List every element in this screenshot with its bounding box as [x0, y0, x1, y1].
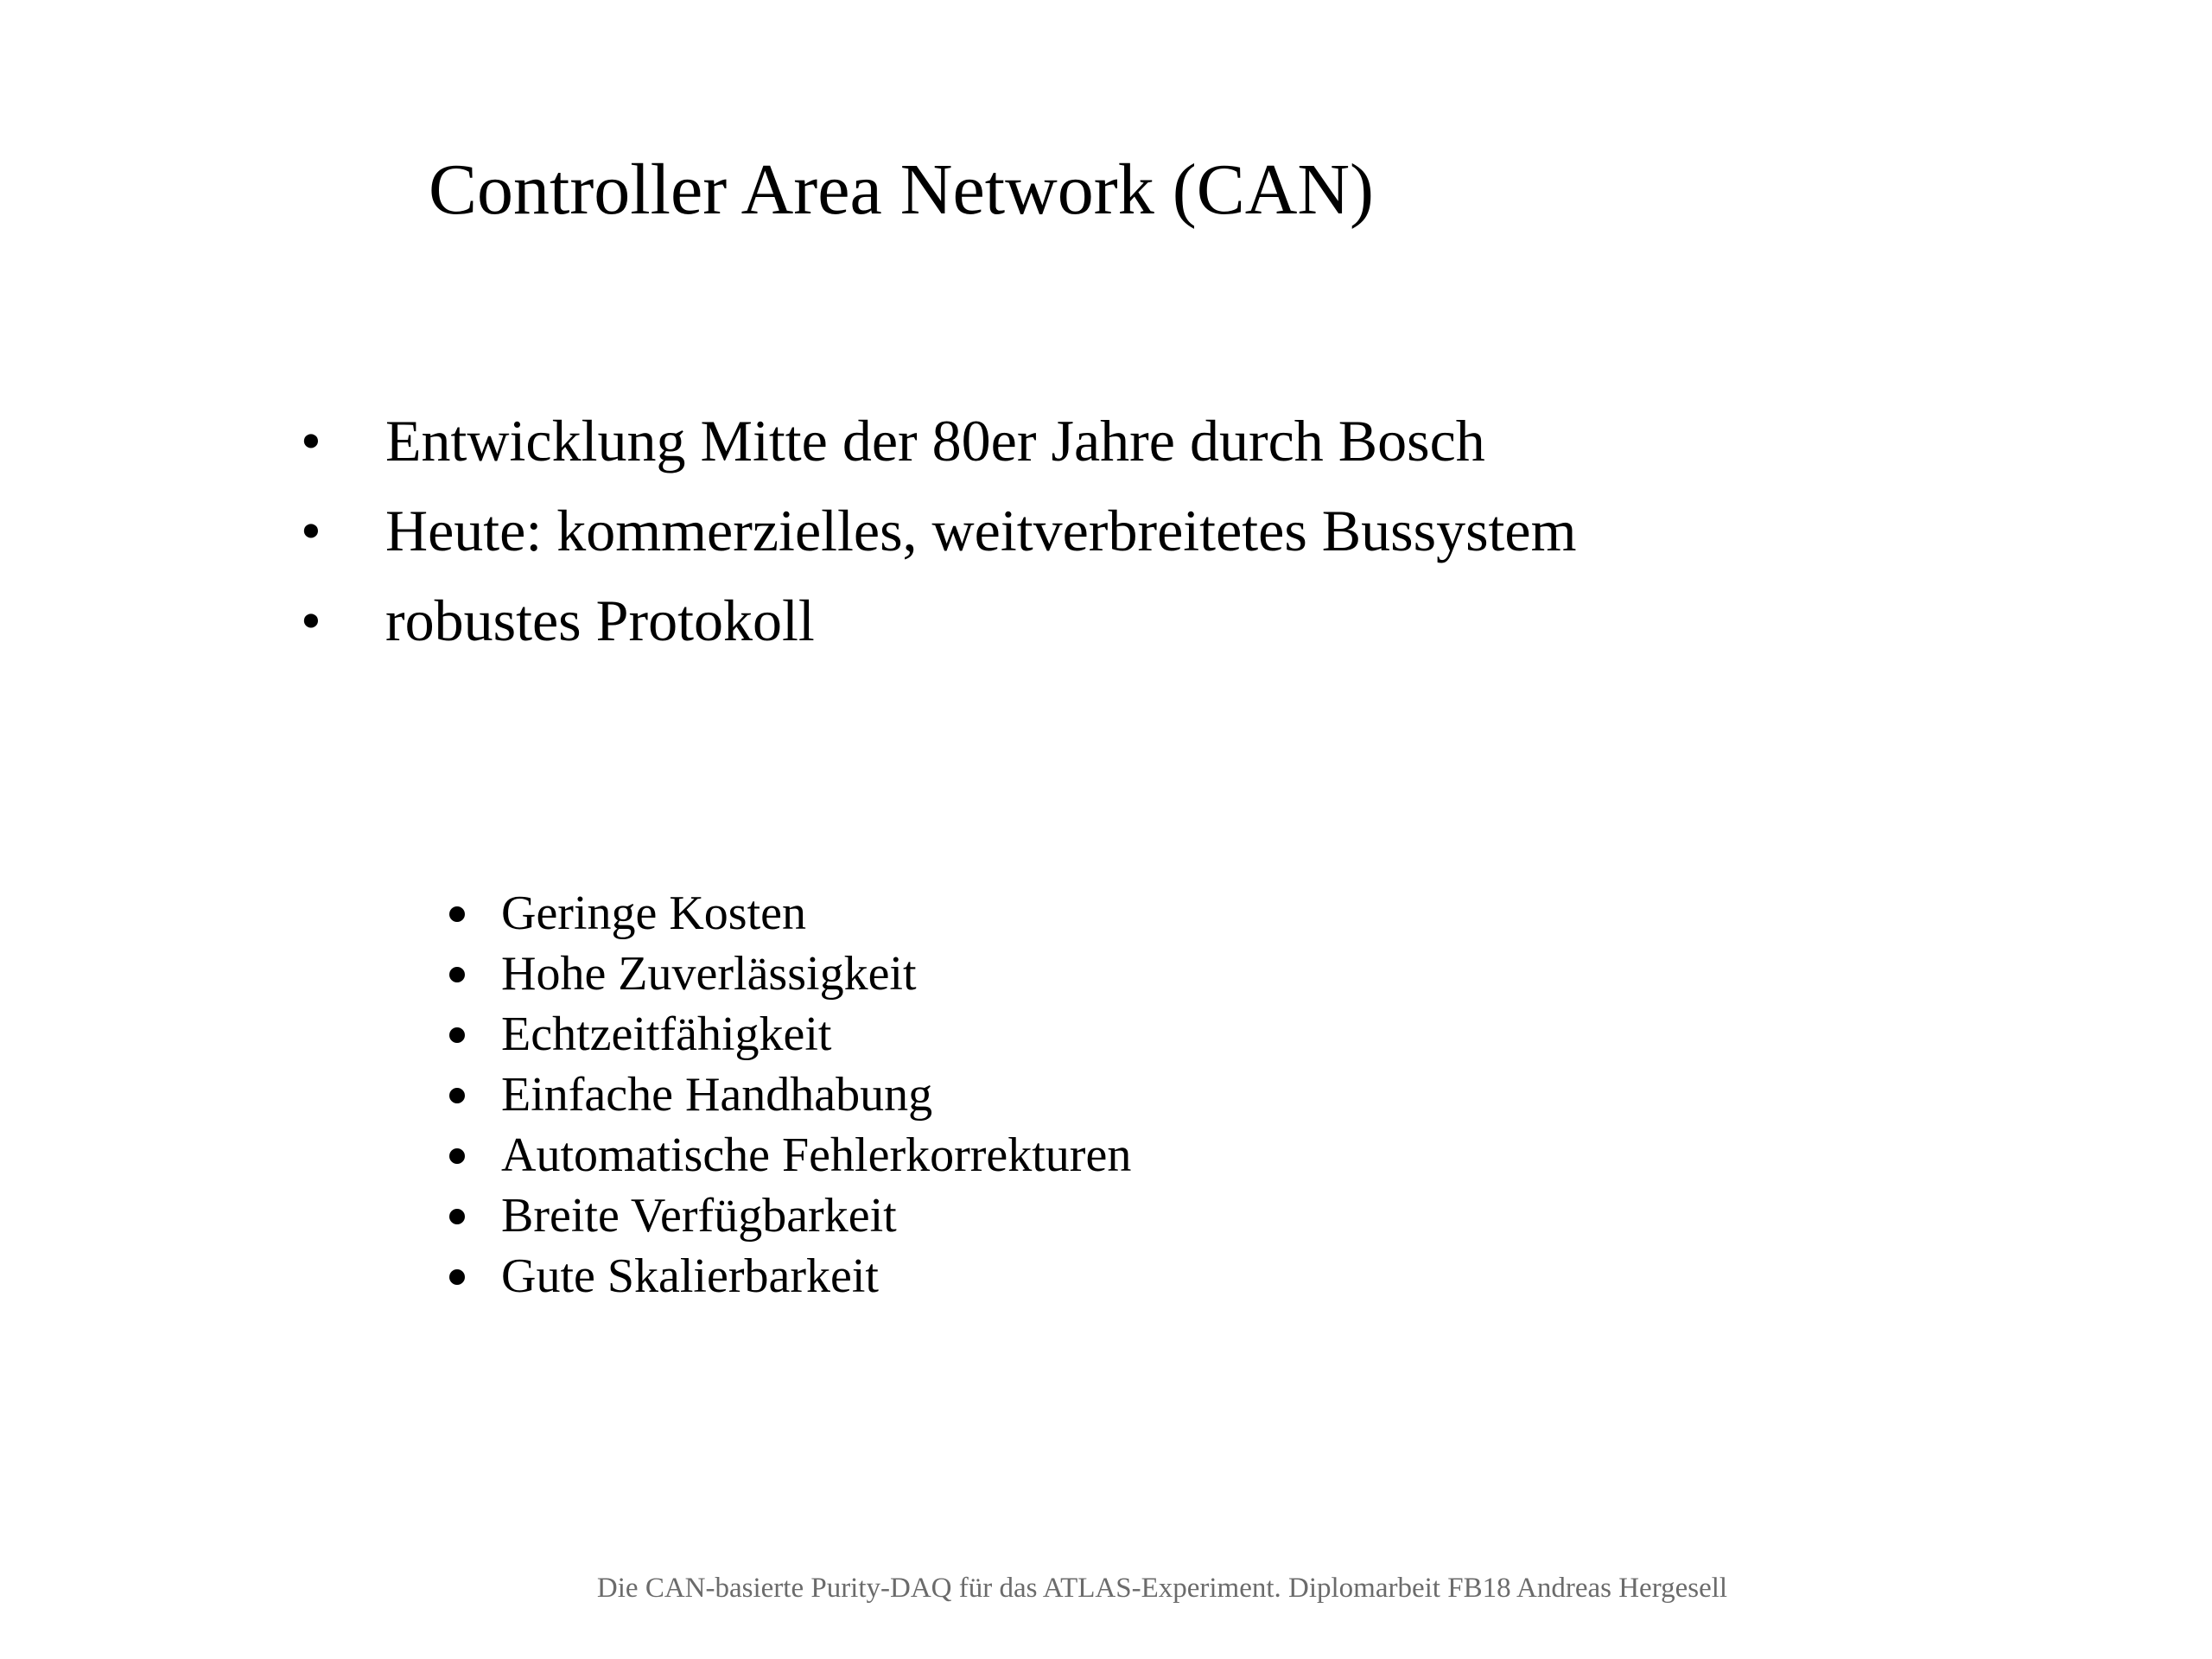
- sub-bullet-text: Einfache Handhabung: [501, 1068, 933, 1122]
- bullet-dot-icon: [449, 967, 465, 982]
- bullet-dot-icon: [449, 1209, 465, 1224]
- bullet-dot-icon: [449, 1027, 465, 1043]
- main-bullet-text: Entwicklung Mitte der 80er Jahre durch Bosch: [385, 408, 1485, 474]
- sub-bullet-text: Hohe Zuverlässigkeit: [501, 947, 917, 1001]
- main-bullet-text: robustes Protokoll: [385, 588, 815, 653]
- bullet-dot-icon: [449, 1269, 465, 1285]
- bullet-marker: •: [301, 408, 321, 474]
- sub-bullet-text: Gute Skalierbarkeit: [501, 1249, 879, 1303]
- slide-title: Controller Area Network (CAN): [428, 149, 1375, 230]
- bullet-dot-icon: [449, 1148, 465, 1164]
- bullet-marker: •: [301, 588, 321, 653]
- main-bullet-text: Heute: kommerzielles, weitverbreitetes Bussystem: [385, 498, 1577, 563]
- sub-bullet-text: Geringe Kosten: [501, 887, 807, 940]
- sub-bullet-text: Automatische Fehlerkorrekturen: [501, 1128, 1132, 1182]
- bullet-marker: •: [301, 498, 321, 563]
- bullet-dot-icon: [449, 1088, 465, 1103]
- bullet-dot-icon: [449, 906, 465, 922]
- slide-footer: Die CAN-basierte Purity-DAQ für das ATLAS-Experiment. Diplomarbeit FB18 Andreas Hergesell: [596, 1573, 1728, 1604]
- sub-bullet-text: Breite Verfügbarkeit: [501, 1189, 897, 1243]
- sub-bullet-text: Echtzeitfähigkeit: [501, 1007, 832, 1061]
